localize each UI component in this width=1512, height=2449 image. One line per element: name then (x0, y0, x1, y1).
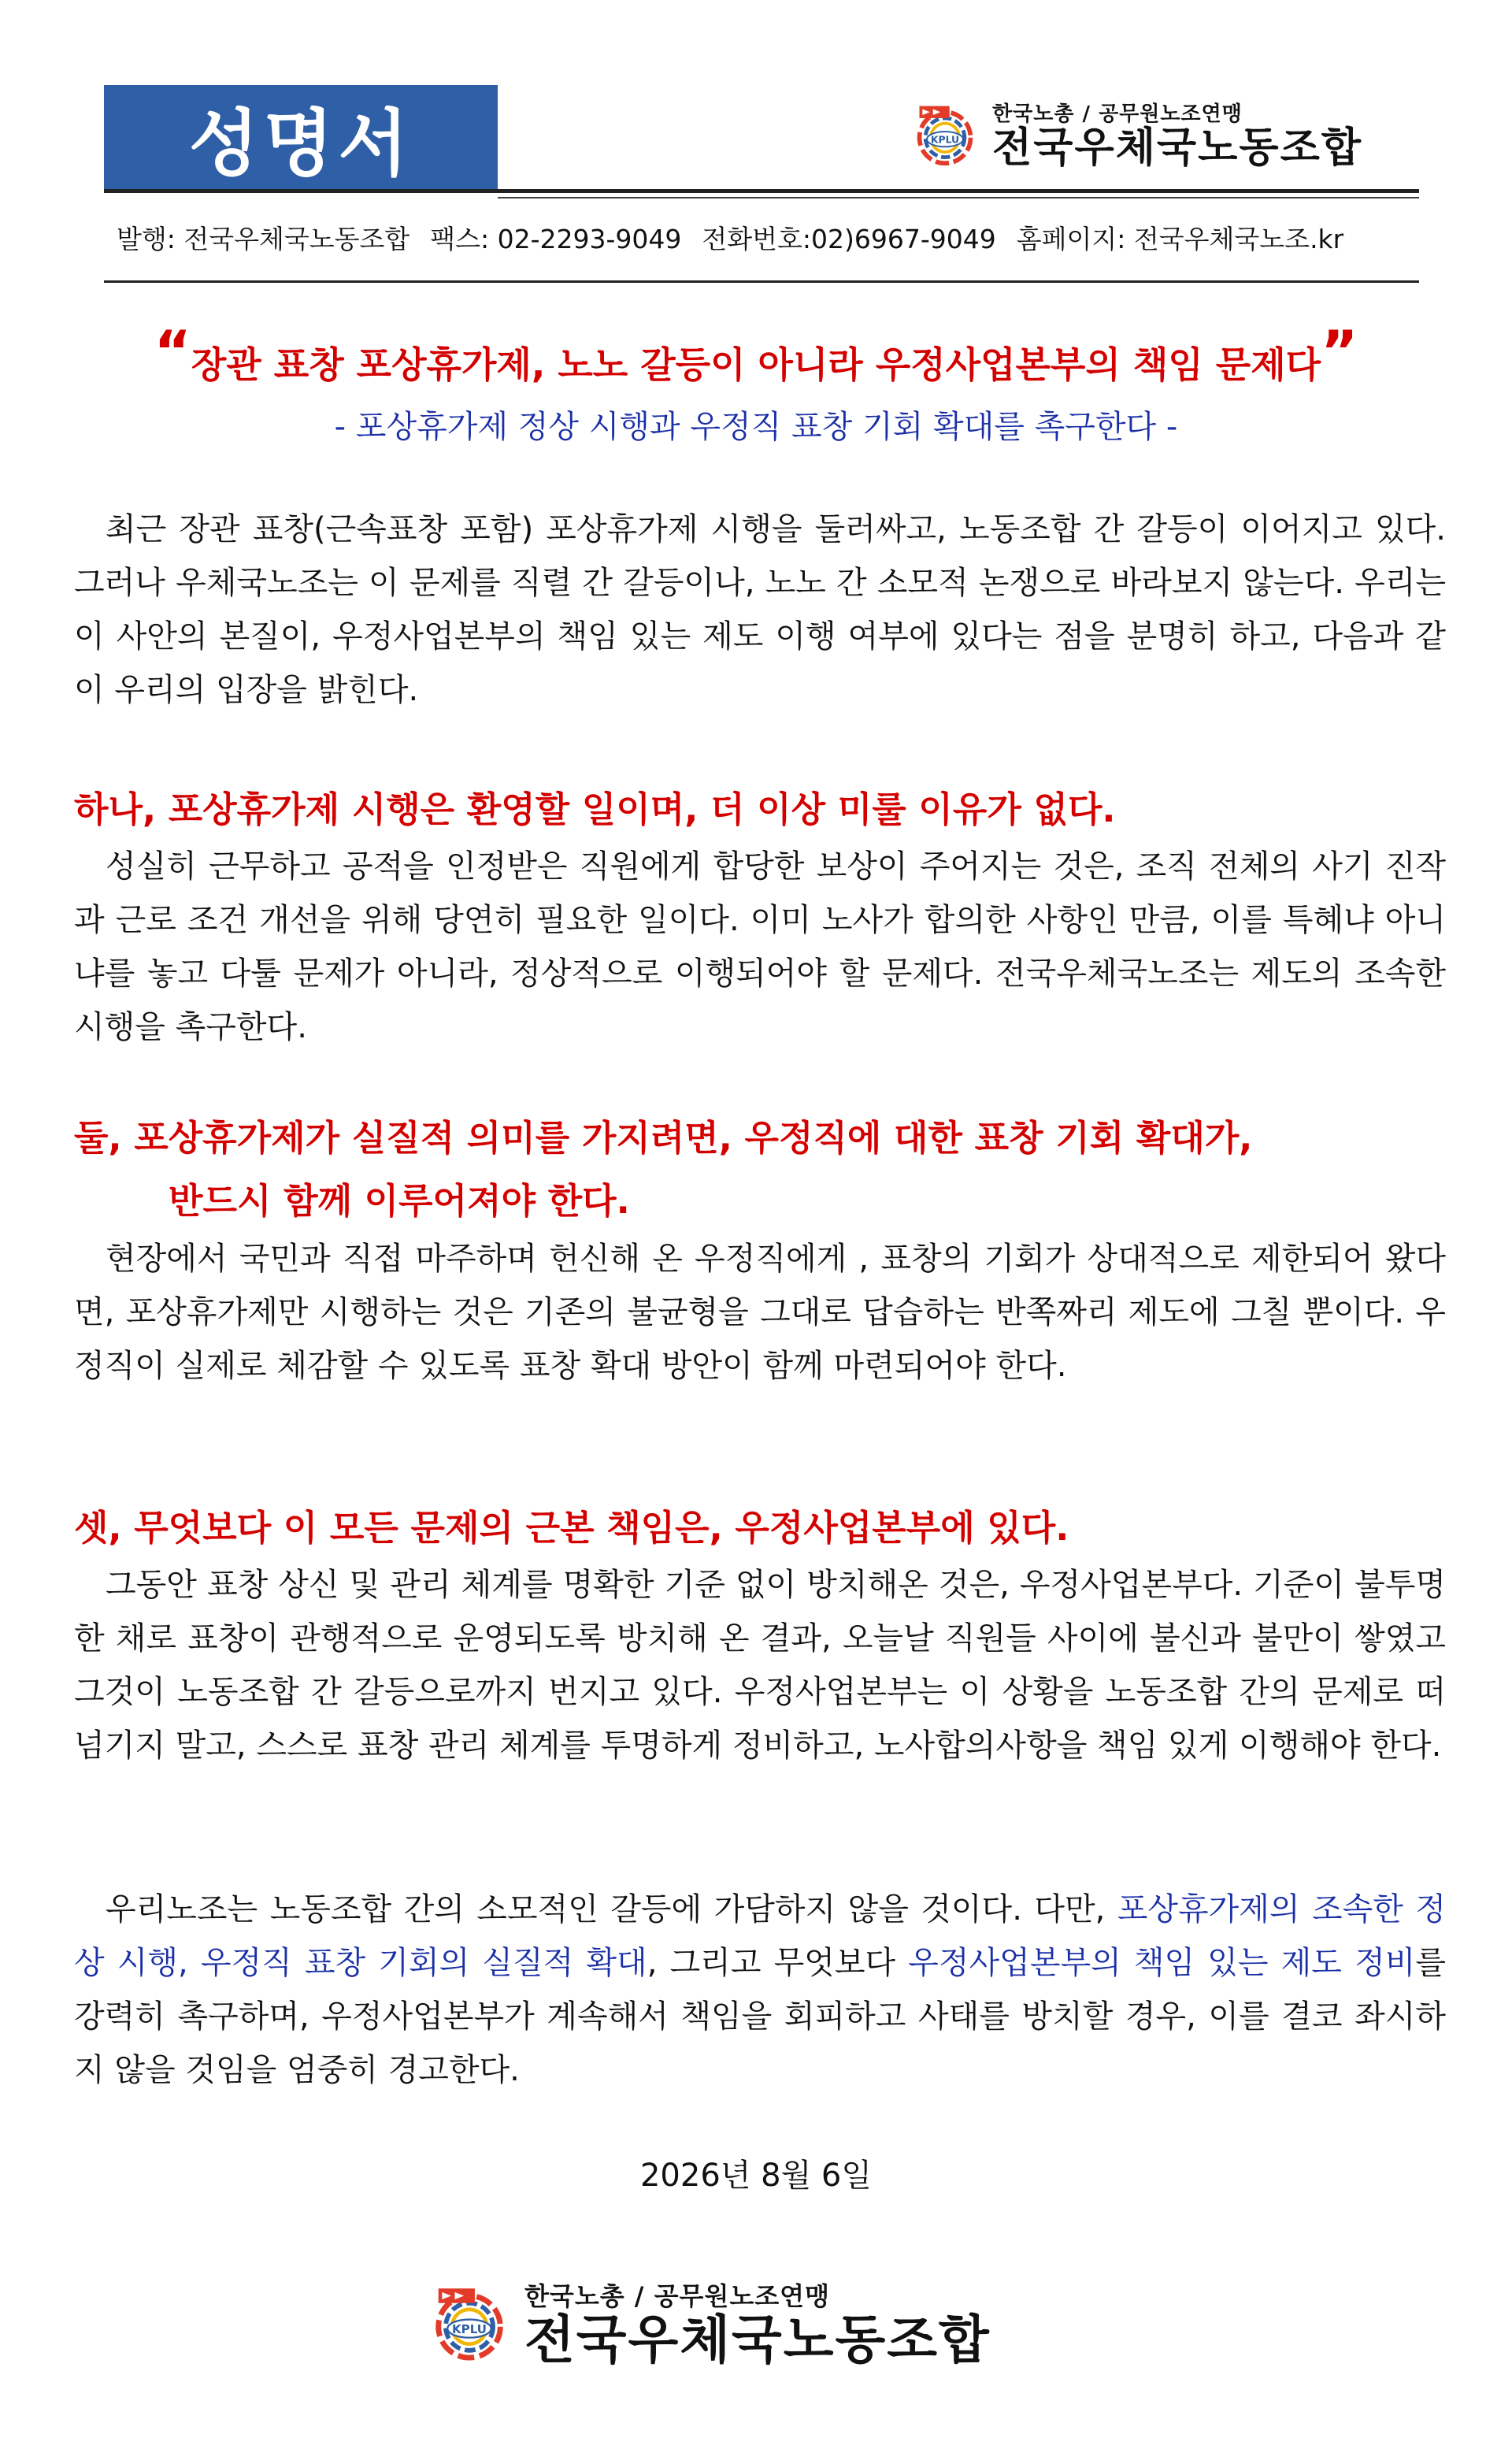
statement-date: 2026년 8월 6일 (639, 2158, 873, 2194)
intro-text: 최근 장관 표창(근속표창 포함) 포상휴가제 시행을 둘러싸고, 노동조합 간 갈등이 이어지고 있다. 그러나 우체국노조는 이 문제를 직렬 간 갈등이나, 노노 간 소모적 논쟁으로 바라보지 않는다. 우리는 이 사안의 본질이, 우정사업본부의 책임 있는 제도 이행 여부에 있다는 점을 분명히 하고, 다음과 같이 우리의 입장을 밝힌다. (74, 511, 1446, 708)
section-1-title-text: 하나, 포상휴가제 시행은 환영할 일이며, 더 이상 미룰 이유가 없다. (74, 789, 1116, 830)
closing-part-2: , 그리고 무엇보다 (647, 1945, 909, 1981)
publisher-homepage: 홈페이지: 전국우체국노조.kr (1016, 224, 1344, 254)
logo-subtitle: 한국노총 / 공무원노조연맹 (992, 102, 1243, 126)
section-2-body (74, 1232, 1446, 1393)
section-3-title (74, 1497, 1446, 1560)
closing-paragraph (74, 1883, 1446, 2097)
header-rule-thick (104, 189, 1419, 193)
document-title: 성명서 (188, 102, 413, 186)
logo-org-name: 전국우체국노동조합 (524, 2310, 991, 2370)
closing-part-1: 우리노조는 노동조합 간의 소모적인 갈등에 가담하지 않을 것이다. 다만, (106, 1891, 1117, 1928)
section-2-title-continuation: 반드시 함께 이루어져야 한다. (169, 1180, 630, 1222)
closing-emphasis-1: 포상휴가제의 조속한 정상 시행, 우정직 표창 기회의 실질적 확대 (74, 1891, 1446, 1981)
section-2-body-text: 현장에서 국민과 직접 마주하며 헌신해 온 우정직에게 , 표창의 기회가 상대적으로 제한되어 왔다면, 포상휴가제만 시행하는 것은 기존의 불균형을 그대로 답습하는 반쪽짜리 제도에 그칠 뿐이다. 우정직이 실제로 체감할 수 있도록 표창 확대 방안이 함께 마련되어야 한다. (74, 1241, 1446, 1384)
kplu-badge-text: KPLU (930, 133, 960, 146)
kplu-badge-text: KPLU (452, 2321, 487, 2336)
closing-emphasis-2: 우정사업본부의 책임 있는 제도 정비 (908, 1945, 1416, 1981)
publisher-rule (104, 280, 1419, 283)
intro-paragraph (74, 503, 1446, 717)
kplu-emblem-icon (424, 2281, 515, 2363)
section-1-body-text: 성실히 근무하고 공적을 인정받은 직원에게 합당한 보상이 주어지는 것은, 조직 전체의 사기 진작과 근로 조건 개선을 위해 당연히 필요한 일이다. 이미 노사가 합의한 사항인 만큼, 이를 특혜냐 아니냐를 놓고 다툴 문제가 아니라, 정상적으로 이행되어야 할 문제다. 전국우체국노조는 제도의 조속한 시행을 촉구한다. (74, 848, 1446, 1045)
section-3-body (74, 1558, 1446, 1772)
header-rule-thin (498, 197, 1419, 199)
headline-open-quote: “ (154, 318, 191, 384)
logo-subtitle: 한국노총 / 공무원노조연맹 (524, 2281, 831, 2311)
publisher-phone: 전화번호:02)6967-9049 (702, 224, 996, 254)
kplu-emblem-icon (907, 100, 983, 168)
logo-org-name: 전국우체국노동조합 (992, 124, 1363, 172)
section-1-body (74, 840, 1446, 1054)
section-2-title (74, 1107, 1446, 1233)
publisher-issuer: 발행: 전국우체국노동조합 (117, 224, 410, 254)
union-logo-footer (424, 2276, 991, 2370)
closing-part-3: 를 강력히 촉구하며, 우정사업본부가 계속해서 책임을 회피하고 사태를 방치할 경우, 이를 결코 좌시하지 않을 것임을 엄중히 경고한다. (74, 1945, 1446, 2088)
section-2-title-text: 둘, 포상휴가제가 실질적 의미를 가지려면, 우정직에 대한 표창 기회 확대가, (74, 1117, 1253, 1159)
headline-close-quote: ” (1321, 318, 1358, 384)
document-title-box (104, 85, 498, 191)
publisher-info (117, 219, 1416, 256)
publisher-fax: 팩스: 02-2293-9049 (430, 224, 682, 254)
union-logo-header (907, 98, 1362, 170)
headline-subtitle: - 포상휴가제 정상 시행과 우정직 표창 기회 확대를 촉구한다 - (334, 409, 1178, 445)
section-1-title (74, 778, 1446, 841)
section-3-body-text: 그동안 표창 상신 및 관리 체계를 명확한 기준 없이 방치해온 것은, 우정사업본부다. 기준이 불투명한 채로 표창이 관행적으로 운영되도록 방치해 온 결과, 오늘날 직원들 사이에 불신과 불만이 쌓였고 그것이 노동조합 간 갈등으로까지 번지고 있다. 우정사업본부는 이 상황을 노동조합 간의 문제로 떠넘기지 말고, 스스로 표창 관리 체계를 투명하게 정비하고, 노사합의사항을 책임 있게 이행해야 한다. (74, 1567, 1446, 1764)
headline-text: 장관 표창 포상휴가제, 노노 갈등이 아니라 우정사업본부의 책임 문제다 (191, 343, 1321, 386)
headline (79, 318, 1433, 388)
section-3-title-text: 셋, 무엇보다 이 모든 문제의 근본 책임은, 우정사업본부에 있다. (74, 1507, 1069, 1549)
